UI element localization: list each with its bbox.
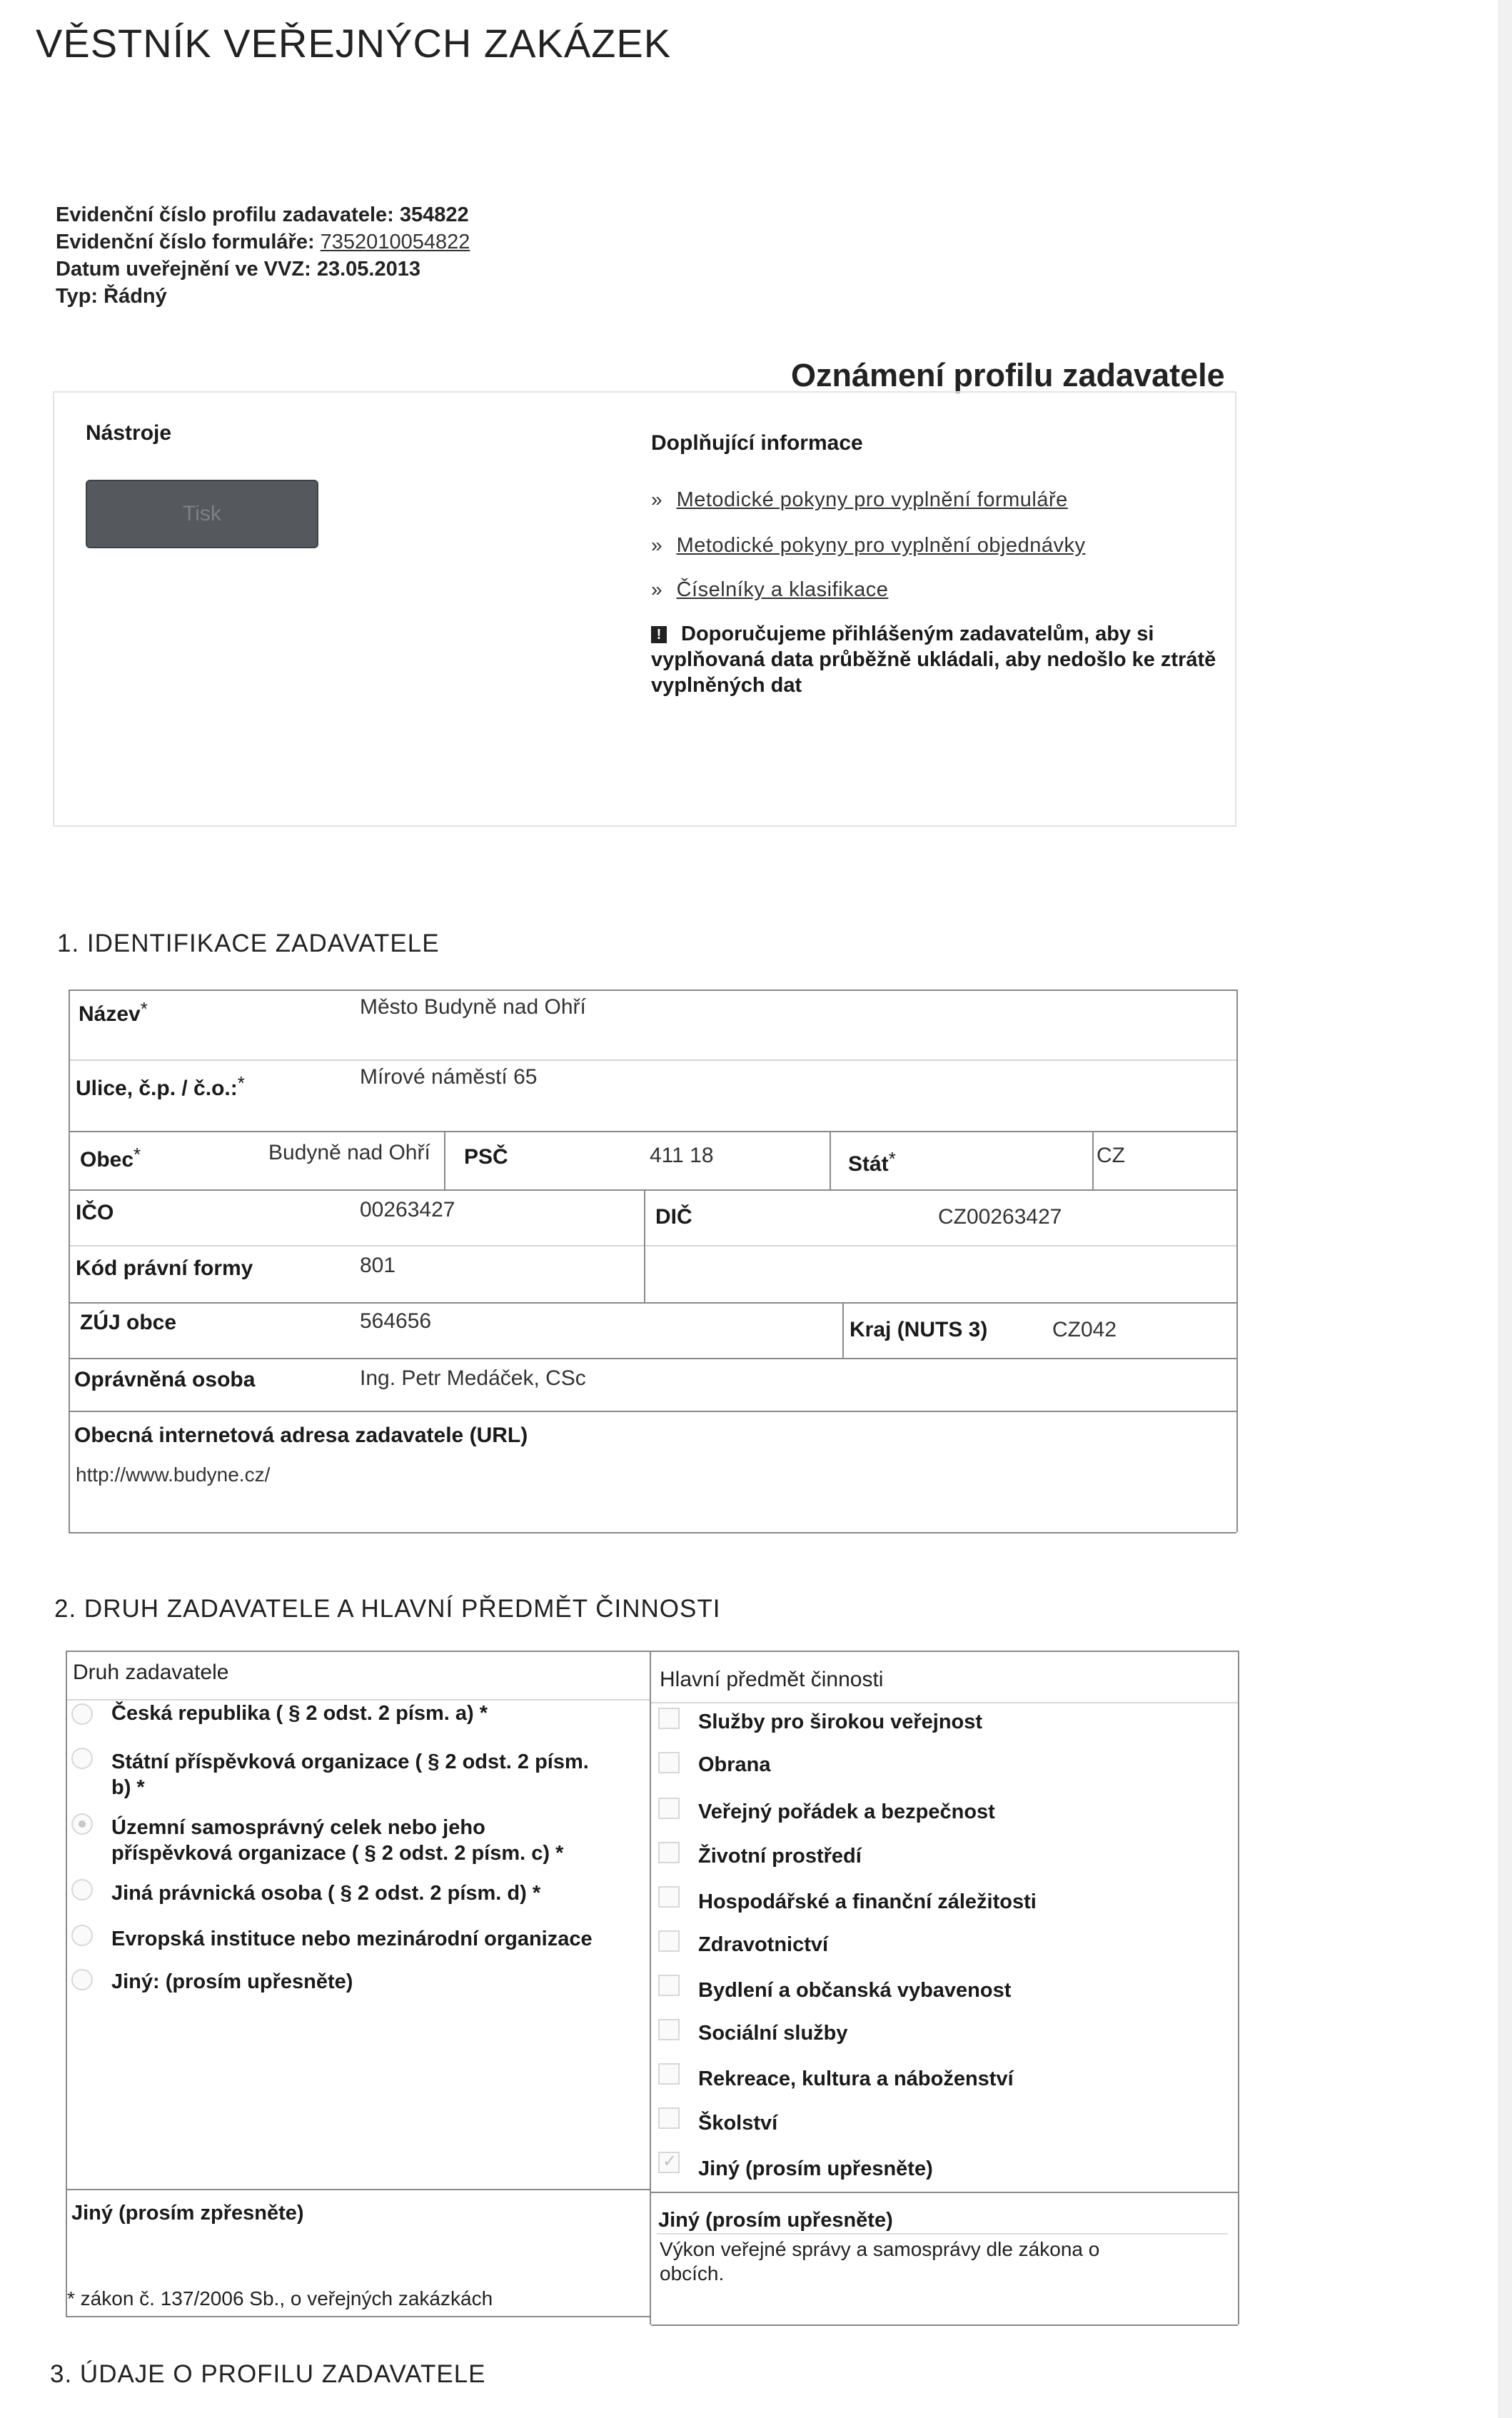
druh-label: Druh zadavatele bbox=[73, 1661, 229, 1684]
option-zivotni-prostredi: Životní prostředí bbox=[698, 1845, 862, 1868]
nazev-label: Název* bbox=[79, 998, 148, 1026]
chevron-right-icon: » bbox=[651, 578, 662, 600]
section3-heading: 3. ÚDAJE O PROFILU ZADAVATELE bbox=[50, 2360, 486, 2388]
option-rekreace: Rekreace, kultura a náboženství bbox=[698, 2067, 1014, 2090]
meta-form-number: Evidenční číslo formuláře: 7352010054822 bbox=[56, 231, 470, 253]
option-hospodarske: Hospodářské a finanční záležitosti bbox=[698, 1890, 1037, 1913]
radio-ceska-republika[interactable] bbox=[71, 1703, 93, 1725]
option-evropska-instituce: Evropská instituce nebo mezinárodní organizace bbox=[111, 1928, 593, 1950]
ulice-value: Mírové náměstí 65 bbox=[360, 1065, 538, 1089]
info-link-codelists[interactable]: » Číselníky a klasifikace bbox=[651, 578, 889, 601]
jiny-left-label: Jiný (prosím zpřesněte) bbox=[71, 2202, 304, 2225]
stat-label: Stát* bbox=[848, 1148, 896, 1176]
obec-value: Budyně nad Ohří bbox=[268, 1141, 430, 1164]
kraj-value: CZ042 bbox=[1052, 1318, 1117, 1341]
info-link-order-guide[interactable]: » Metodické pokyny pro vyplnění objednávky bbox=[651, 534, 1086, 557]
tools-panel bbox=[53, 391, 1236, 827]
meta-publish-date: Datum uveřejnění ve VVZ: 23.05.2013 bbox=[56, 258, 420, 281]
chevron-right-icon: » bbox=[651, 488, 662, 510]
form-title: Oznámení profilu zadavatele bbox=[791, 357, 1225, 393]
jiny-right-label: Jiný (prosím upřesněte) bbox=[658, 2209, 893, 2232]
option-verejny-poradek: Veřejný pořádek a bezpečnost bbox=[698, 1800, 995, 1823]
checkbox-bydleni[interactable] bbox=[658, 1975, 680, 1996]
checkbox-hospodarske[interactable] bbox=[658, 1886, 680, 1908]
option-bydleni: Bydlení a občanská vybavenost bbox=[698, 1979, 1012, 2002]
radio-uzemni-samospravny[interactable] bbox=[71, 1813, 93, 1835]
option-jina-pravnicka: Jiná právnická osoba ( § 2 odst. 2 písm. d) * bbox=[111, 1882, 541, 1905]
checkbox-sluzby[interactable] bbox=[658, 1708, 680, 1729]
page-title: VĚSTNÍK VEŘEJNÝCH ZAKÁZEK bbox=[36, 21, 672, 66]
kraj-label: Kraj (NUTS 3) bbox=[850, 1318, 988, 1341]
radio-evropska-instituce[interactable] bbox=[71, 1925, 93, 1946]
cinnost-label: Hlavní předmět činnosti bbox=[660, 1668, 884, 1691]
checkbox-rekreace[interactable] bbox=[658, 2063, 680, 2085]
option-uzemni-samospravny: Územní samosprávný celek nebo jeho příspěvková organizace ( § 2 odst. 2 písm. c) * bbox=[111, 1816, 564, 1865]
section2-heading: 2. DRUH ZADAVATELE A HLAVNÍ PŘEDMĚT ČINNOSTI bbox=[54, 1595, 721, 1623]
checkbox-jiny[interactable] bbox=[658, 2152, 680, 2173]
save-warning: ! Doporučujeme přihlášeným zadavatelům, aby si vyplňovaná data průběžně ukládali, aby nedošlo ke ztrátě vyplněných dat bbox=[651, 623, 1216, 697]
tools-label: Nástroje bbox=[86, 421, 172, 445]
stat-value: CZ bbox=[1097, 1144, 1125, 1167]
radio-jina-pravnicka[interactable] bbox=[71, 1879, 93, 1900]
ico-value: 00263427 bbox=[360, 1198, 455, 1221]
url-label: Obecná internetová adresa zadavatele (URL) bbox=[74, 1424, 528, 1447]
meta-profile-number: Evidenční číslo profilu zadavatele: 354822 bbox=[56, 203, 469, 226]
section1-heading: 1. IDENTIFIKACE ZADAVATELE bbox=[57, 930, 440, 957]
checkbox-zivotni-prostredi[interactable] bbox=[658, 1842, 680, 1863]
radio-jiny[interactable] bbox=[71, 1969, 93, 1990]
option-socialni: Sociální služby bbox=[698, 2022, 848, 2045]
warning-icon: ! bbox=[651, 626, 667, 643]
psc-value: 411 18 bbox=[650, 1144, 714, 1167]
option-statni-prispevkova: Státní příspěvková organizace ( § 2 odst. 2 písm. b) * bbox=[111, 1750, 589, 1799]
obec-label: Obec* bbox=[80, 1144, 141, 1172]
info-label: Doplňující informace bbox=[651, 431, 863, 455]
option-sluzby: Služby pro širokou veřejnost bbox=[698, 1711, 983, 1733]
checkbox-socialni[interactable] bbox=[658, 2019, 680, 2040]
checkbox-zdravotnictvi[interactable] bbox=[658, 1930, 680, 1952]
dic-value: CZ00263427 bbox=[938, 1205, 1062, 1229]
option-ceska-republika: Česká republika ( § 2 odst. 2 písm. a) * bbox=[111, 1702, 488, 1725]
info-link-form-guide[interactable]: » Metodické pokyny pro vyplnění formuláře bbox=[651, 488, 1068, 511]
osoba-value: Ing. Petr Medáček, CSc bbox=[360, 1366, 586, 1390]
kod-label: Kód právní formy bbox=[76, 1256, 253, 1280]
checkbox-obrana[interactable] bbox=[658, 1752, 680, 1773]
zuj-label: ZÚJ obce bbox=[80, 1311, 177, 1334]
jiny-right-value: Výkon veřejné správy a samosprávy dle zákona o obcích. bbox=[660, 2238, 1100, 2284]
kod-value: 801 bbox=[360, 1254, 396, 1277]
radio-statni-prispevkova[interactable] bbox=[71, 1748, 93, 1769]
zuj-value: 564656 bbox=[360, 1309, 432, 1333]
dic-label: DIČ bbox=[655, 1205, 692, 1229]
checkbox-verejny-poradek[interactable] bbox=[658, 1798, 680, 1819]
option-zdravotnictvi: Zdravotnictví bbox=[698, 1933, 829, 1956]
psc-label: PSČ bbox=[464, 1145, 508, 1169]
footnote: * zákon č. 137/2006 Sb., o veřejných zakázkách bbox=[67, 2287, 493, 2309]
ulice-label: Ulice, č.p. / č.o.:* bbox=[76, 1072, 245, 1100]
checkbox-skolstvi[interactable] bbox=[658, 2107, 680, 2129]
scan-edge bbox=[1498, 0, 1512, 2418]
ico-label: IČO bbox=[76, 1201, 114, 1224]
meta-block bbox=[56, 201, 470, 310]
osoba-label: Oprávněná osoba bbox=[74, 1368, 256, 1391]
meta-type: Typ: Řádný bbox=[56, 285, 167, 308]
option-jiny-cinnost: Jiný (prosím upřesněte) bbox=[698, 2157, 933, 2180]
chevron-right-icon: » bbox=[651, 534, 662, 556]
option-jiny: Jiný: (prosím upřesněte) bbox=[111, 1970, 353, 1993]
url-value[interactable]: http://www.budyne.cz/ bbox=[76, 1464, 271, 1486]
form-number-link[interactable]: 7352010054822 bbox=[320, 231, 470, 253]
nazev-value: Město Budyně nad Ohří bbox=[360, 995, 586, 1019]
print-button[interactable]: Tisk bbox=[86, 480, 318, 548]
option-skolstvi: Školství bbox=[698, 2112, 778, 2135]
option-obrana: Obrana bbox=[698, 1753, 771, 1776]
